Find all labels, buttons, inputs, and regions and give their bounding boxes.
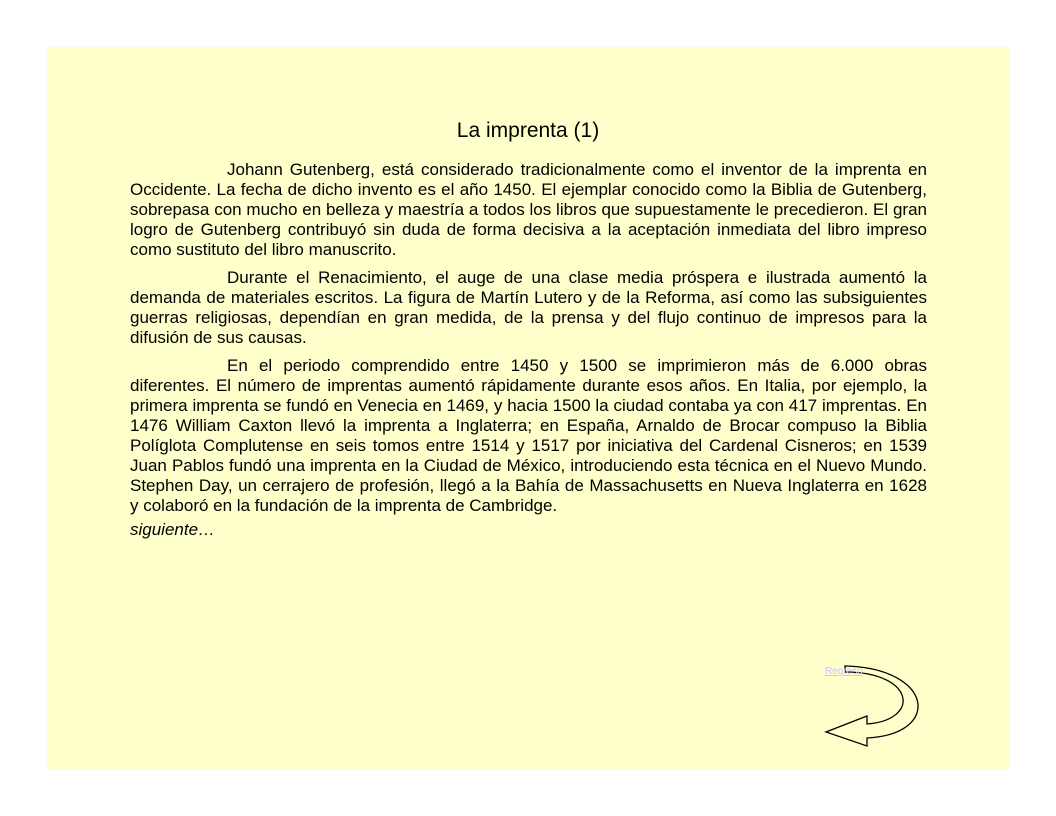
slide [47,47,1009,769]
back-button[interactable] [823,664,923,748]
back-link-label: Regreso [825,666,863,677]
paragraph-2: Durante el Renacimiento, el auge de una clase media próspera e ilustrada aumentó la demanda de materiales escritos. La figura de Martín Lutero y de la Reforma, así como las subsiguientes guerras religiosas, dependían en gran medida, de la prensa y del flujo continuo de impresos para la difusión de sus causas. [130,268,927,347]
next-link[interactable]: siguiente… [130,520,216,539]
page-title: La imprenta (1) [456,119,600,142]
paragraph-3: En el periodo comprendido entre 1450 y 1500 se imprimieron más de 6.000 obras diferentes. El número de imprentas aumentó rápidamente durante esos años. En Italia, por ejemplo, la primera imprenta se fundó en Venecia en 1469, y hacia 1500 la ciudad contaba ya con 417 imprentas. En 1476 William Caxton llevó la imprenta a Inglaterra; en España, Arnaldo de Brocar compuso la Biblia Políglota Complutense en seis tomos entre 1514 y 1517 por iniciativa del Cardenal Cisneros; en 1539 Juan Pablos fundó una imprenta en la Ciudad de México, introduciendo esta técnica en el Nuevo Mundo. Stephen Day, un cerrajero de profesión, llegó a la Bahía de Massachusetts en Nueva Inglaterra en 1628 y colaboró en la fundación de la imprenta de Cambridge. [130,356,927,515]
body-text [130,160,927,540]
paragraph-1: Johann Gutenberg, está considerado tradicionalmente como el inventor de la imprenta en Occidente. La fecha de dicho invento es el año 1450. El ejemplar conocido como la Biblia de Gutenberg, sobrepasa con mucho en belleza y maestría a todos los libros que supuestamente le precedieron. El gran logro de Gutenberg contribuyó sin duda de forma decisiva a la aceptación inmediata del libro impreso como sustituto del libro manuscrito. [130,160,927,259]
